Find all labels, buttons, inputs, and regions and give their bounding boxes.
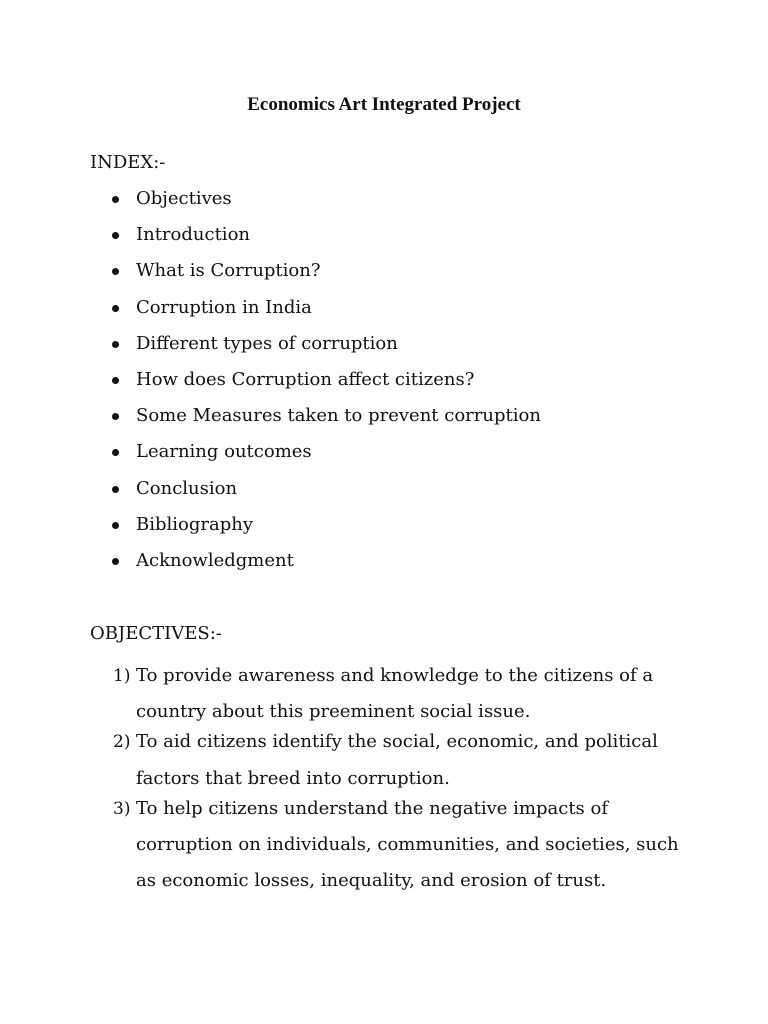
- objective-text: To provide awareness and knowledge to the citizens of a country about this preeminent social issue.: [136, 665, 654, 723]
- bullet-icon: [112, 558, 119, 565]
- bullet-icon: [112, 305, 119, 312]
- document-title: Economics Art Integrated Project: [247, 94, 521, 115]
- objective-item: [110, 724, 710, 796]
- index-item-label: Conclusion: [136, 477, 238, 499]
- index-item-label: How does Corruption affect citizens?: [136, 368, 475, 390]
- bullet-icon: [112, 377, 119, 384]
- index-heading: INDEX:-: [90, 152, 166, 173]
- index-item-label: Bibliography: [136, 513, 253, 535]
- bullet-icon: [112, 449, 119, 456]
- index-item: [110, 296, 541, 332]
- index-item-label: Learning outcomes: [136, 441, 312, 463]
- index-item-label: Objectives: [136, 188, 232, 209]
- index-item: [110, 513, 541, 549]
- index-item: [110, 332, 541, 368]
- bullet-icon: [112, 522, 119, 529]
- objectives-heading: OBJECTIVES:-: [90, 623, 222, 644]
- index-item-label: What is Corruption?: [136, 260, 321, 282]
- index-item: [110, 259, 541, 295]
- objectives-list: [110, 658, 710, 899]
- index-list: [110, 187, 541, 585]
- bullet-icon: [112, 268, 119, 275]
- index-item: [110, 187, 541, 223]
- bullet-icon: [112, 413, 119, 420]
- index-item: [110, 440, 541, 476]
- bullet-icon: [112, 341, 119, 348]
- index-item: [110, 223, 541, 259]
- objective-text: To help citizens understand the negative impacts of corruption on individuals, communities, and societies, such as economic losses, inequality, and erosion of trust.: [136, 797, 679, 892]
- bullet-icon: [112, 486, 119, 493]
- objective-item: [110, 791, 710, 900]
- objective-number: 1): [113, 666, 131, 686]
- index-item: [110, 477, 541, 513]
- objective-text: To aid citizens identify the social, economic, and political factors that breed into corruption.: [136, 731, 658, 789]
- bullet-icon: [112, 232, 119, 239]
- index-item-label: Some Measures taken to prevent corruption: [136, 405, 541, 427]
- index-item-label: Introduction: [136, 224, 250, 246]
- index-item-label: Corruption in India: [136, 296, 312, 318]
- objective-number: 3): [113, 798, 131, 819]
- index-item: [110, 368, 541, 404]
- index-item-label: Different types of corruption: [136, 332, 398, 354]
- index-item: [110, 404, 541, 440]
- objective-item: [110, 658, 710, 730]
- bullet-icon: [112, 196, 119, 203]
- index-item-label: Acknowledgment: [136, 549, 294, 571]
- index-item: [110, 549, 541, 585]
- objective-number: 2): [113, 732, 131, 753]
